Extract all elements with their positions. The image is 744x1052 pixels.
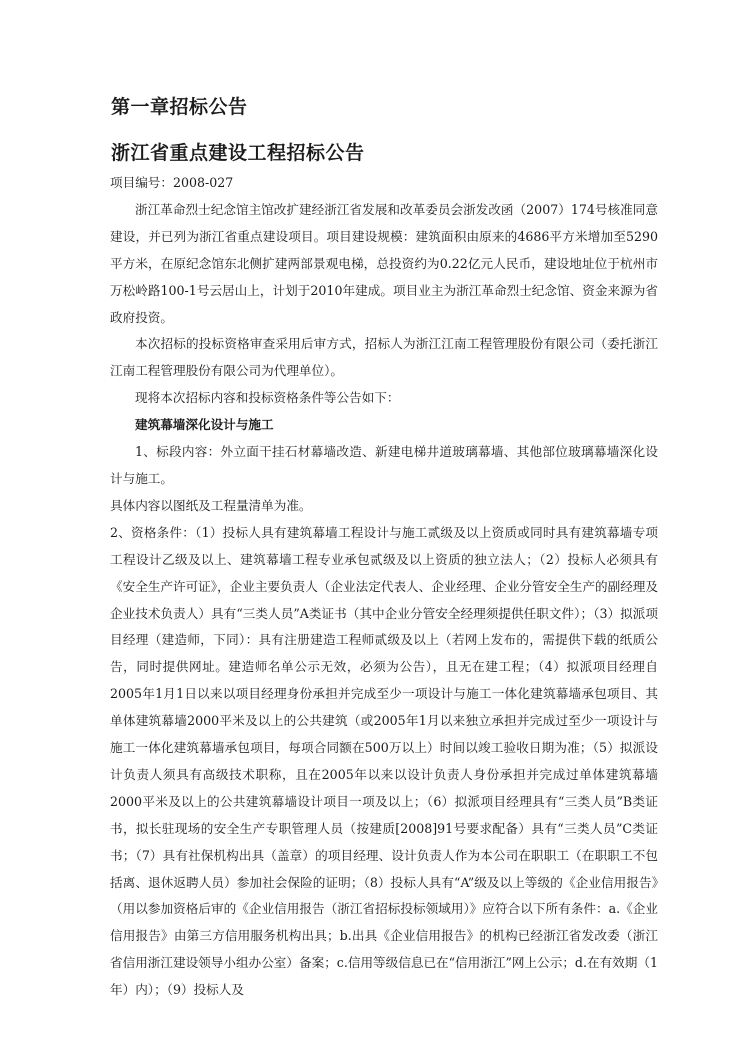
- item-2-qualification: 2、资格条件：（1）投标人具有建筑幕墙工程设计与施工贰级及以上资质或同时具有建筑幕墙专项工程设计乙级及以上、建筑幕墙工程专业承包贰级及以上资质的独立法人；（2）投标人必须具有《安全生产许可证》，企业主要负责人（企业法定代表人、企业经理、企业分管安全生产的副经理及企业技术负责人）具有“三类人员”A类证书（其中企业分管安全经理须提供任职文件）；（3）拟派项目经理（建造师，下同）：具有注册建造工程师贰级及以上（若网上发布的，需提供下载的纸质公告，同时提供网址。建造师名单公示无效，必须为公告），且无在建工程；（4）拟派项目经理自2005年1月1日以来以项目经理身份承担并完成至少一项设计与施工一体化建筑幕墙承包项目、其单体建筑幕墙2000平米及以上的公共建筑（或2005年1月以来独立承担并完成过至少一项设计与施工一体化建筑幕墙承包项目，每项合同额在500万以上）时间以竣工验收日期为准；（5）拟派设计负责人须具有高级技术职称，且在2005年以来以设计负责人身份承担并完成过单体建筑幕墙2000平米及以上的公共建筑幕墙设计项目一项及以上；（6）拟派项目经理具有“三类人员”B类证书，拟长驻现场的安全生产专职管理人员（按建质[2008]91号要求配备）具有“三类人员”C类证书；（7）具有社保机构出具（盖章）的项目经理、设计负责人作为本公司在职职工（在职职工不包括离、退休返聘人员）参加社会保险的证明；（8）投标人具有“A”级及以上等级的《企业信用报告》（用以参加资格后审的《企业信用报告（浙江省招标投标领域用）》应符合以下所有条件：a.《企业信用报告》由第三方信用服务机构出具；b.出具《企业信用报告》的机构已经浙江省发改委（浙江省信用浙江建设领导小组办公室）备案；c.信用等级信息已在“信用浙江”网上公示；d.在有效期（1年）内）；（9）投标人及: [110, 524, 658, 998]
- section-heading: 建筑幕墙深化设计与施工: [135, 417, 274, 433]
- paragraph-announce: 现将本次招标内容和投标资格条件等公告如下：: [135, 390, 400, 406]
- document-body: [110, 170, 658, 1004]
- paragraph-agent: 本次招标的投标资格审查采用后审方式，招标人为浙江江南工程管理股份有限公司（委托浙江江南工程管理股份有限公司为代理单位）。: [110, 336, 658, 379]
- project-number: 项目编号：2008-027: [110, 175, 234, 190]
- item-1-detail: 具体内容以图纸及工程量清单为准。: [110, 497, 312, 513]
- paragraph-intro: 浙江革命烈士纪念馆主馆改扩建经浙江省发展和改革委员会浙发改函（2007）174号核准同意建设，并已列为浙江省重点建设项目。项目建设规模：建筑面积由原来的4686平方米增加至5290平方米，在原纪念馆东北侧扩建两部景观电梯，总投资约为0.22亿元人民币，建设地址位于杭州市万松岭路100-1号云居山上，计划于2010年建成。项目业主为浙江革命烈士纪念馆、资金来源为省政府投资。: [110, 201, 658, 325]
- chapter-title: 第一章招标公告: [111, 96, 248, 118]
- notice-title: 浙江省重点建设工程招标公告: [111, 142, 365, 164]
- item-1-bid-content: 1、标段内容：外立面干挂石材幕墙改造、新建电梯井道玻璃幕墙、其他部位玻璃幕墙深化设计与施工。: [110, 444, 658, 486]
